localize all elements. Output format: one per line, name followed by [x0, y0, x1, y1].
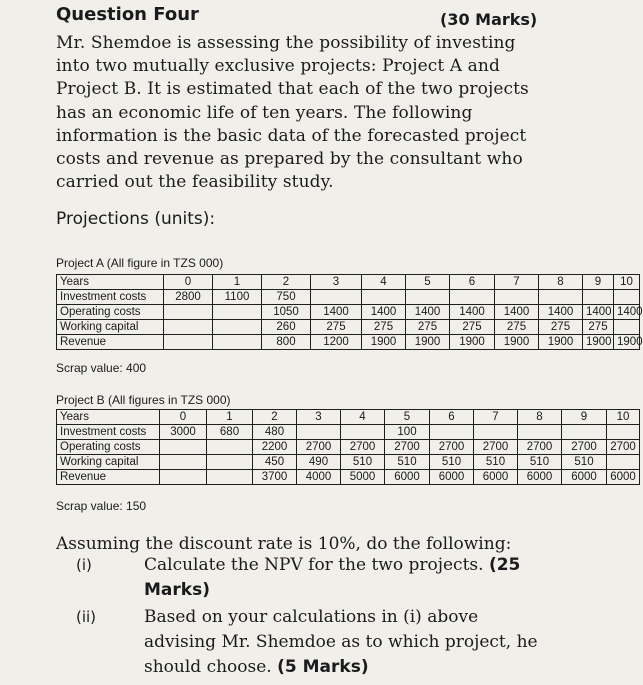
task-line: [144, 553, 574, 578]
row-label: Revenue: [57, 470, 160, 485]
table-cell: [311, 290, 362, 305]
question-header: [56, 4, 576, 28]
table-cell: [583, 290, 614, 305]
table-row: [57, 470, 640, 485]
intro-line: carried out the feasibility study.: [56, 172, 334, 193]
row-label: Years: [57, 275, 164, 290]
table-cell: 1400: [614, 305, 640, 320]
intro-line: Project B. It is estimated that each of the two projects: [56, 79, 529, 100]
table-row: [57, 305, 640, 320]
table-cell: [207, 455, 253, 470]
table-cell: [213, 320, 262, 335]
table-cell: [297, 425, 341, 440]
task-number: (i): [76, 556, 92, 574]
table-cell: 2700: [430, 440, 474, 455]
table-cell: 2700: [607, 440, 640, 455]
table-row: [57, 335, 640, 350]
table-cell: [518, 425, 562, 440]
task-text: [144, 553, 574, 603]
table-cell: 275: [495, 320, 539, 335]
table-cell: 4000: [297, 470, 341, 485]
table-cell: [164, 305, 213, 320]
table-cell: 10: [607, 410, 640, 425]
projections-heading: Projections (units):: [56, 209, 216, 229]
table-cell: [614, 320, 640, 335]
table-cell: 7: [474, 410, 518, 425]
table-cell: 750: [262, 290, 311, 305]
table-cell: 275: [583, 320, 614, 335]
table-cell: 510: [474, 455, 518, 470]
task-line: Based on your calculations in (i) above: [144, 607, 479, 627]
table-cell: 2700: [385, 440, 430, 455]
intro-line: information is the basic data of the forecasted project: [56, 125, 527, 146]
table-cell: 2700: [518, 440, 562, 455]
row-label: Investment costs: [57, 425, 160, 440]
table-cell: [207, 440, 253, 455]
table-cell: [160, 440, 207, 455]
table-cell: [474, 425, 518, 440]
table-cell: 2800: [164, 290, 213, 305]
table-cell: 1400: [583, 305, 614, 320]
question-marks: (30 Marks): [440, 10, 538, 29]
table-cell: 275: [539, 320, 583, 335]
table-cell: 3700: [253, 470, 297, 485]
table-cell: 2: [262, 275, 311, 290]
table-cell: 2200: [253, 440, 297, 455]
table-cell: 275: [362, 320, 406, 335]
table-cell: [562, 425, 607, 440]
table-cell: 9: [583, 275, 614, 290]
table-cell: 2700: [341, 440, 385, 455]
project-a-table: [56, 274, 643, 350]
task-marks: (5 Marks): [277, 657, 369, 677]
table-row: [57, 455, 640, 470]
project-a-scrap-value: Scrap value: 400: [56, 361, 147, 375]
table-cell: [160, 470, 207, 485]
table-cell: 275: [450, 320, 495, 335]
row-label: Operating costs: [57, 305, 164, 320]
table-cell: [607, 425, 640, 440]
table-cell: 1400: [406, 305, 450, 320]
project-b-table: [56, 409, 640, 485]
task-line-text: Calculate the NPV for the two projects.: [144, 555, 484, 575]
table-cell: [341, 425, 385, 440]
table-cell: [450, 290, 495, 305]
intro-line: Mr. Shemdoe is assessing the possibility of investing: [56, 33, 516, 53]
table-cell: 6000: [562, 470, 607, 485]
table-cell: [160, 455, 207, 470]
table-cell: 0: [160, 410, 207, 425]
table-cell: 1400: [539, 305, 583, 320]
task-marks: Marks): [144, 580, 210, 600]
project-a-title: Project A (All figure in TZS 000): [56, 256, 224, 270]
table-cell: 3: [311, 275, 362, 290]
table-cell: 6000: [474, 470, 518, 485]
table-cell: 680: [207, 425, 253, 440]
table-cell: 1400: [495, 305, 539, 320]
table-cell: 5: [385, 410, 430, 425]
table-cell: 260: [262, 320, 311, 335]
table-cell: 275: [311, 320, 362, 335]
intro-line: has an economic life of ten years. The following: [56, 102, 473, 123]
table-cell: [495, 290, 539, 305]
table-cell: [164, 320, 213, 335]
table-cell: 6: [450, 275, 495, 290]
table-cell: 1: [213, 275, 262, 290]
project-b-scrap-value: Scrap value: 150: [56, 499, 147, 513]
table-cell: 3: [297, 410, 341, 425]
table-cell: 1400: [450, 305, 495, 320]
table-cell: 450: [253, 455, 297, 470]
task-item-ii: [56, 605, 576, 683]
table-cell: 2: [253, 410, 297, 425]
table-cell: 1050: [262, 305, 311, 320]
table-cell: 8: [518, 410, 562, 425]
table-cell: [607, 455, 640, 470]
task-text: [144, 605, 574, 680]
table-cell: 1: [207, 410, 253, 425]
question-title: Question Four: [56, 4, 199, 25]
table-cell: 1900: [362, 335, 406, 350]
table-cell: 1900: [583, 335, 614, 350]
row-label: Working capital: [57, 455, 160, 470]
table-cell: [213, 335, 262, 350]
task-item-i: [56, 553, 576, 603]
task-marks: (25: [488, 555, 521, 575]
row-label: Working capital: [57, 320, 164, 335]
intro-line: costs and revenue as prepared by the consultant who: [56, 149, 523, 170]
table-cell: 1100: [213, 290, 262, 305]
table-cell: 510: [341, 455, 385, 470]
table-cell: 100: [385, 425, 430, 440]
table-cell: 6: [430, 410, 474, 425]
table-cell: 6000: [518, 470, 562, 485]
table-cell: 275: [406, 320, 450, 335]
table-row: [57, 275, 640, 290]
table-row: [57, 320, 640, 335]
table-cell: 800: [262, 335, 311, 350]
table-cell: [362, 290, 406, 305]
project-b-title: Project B (All figures in TZS 000): [56, 393, 231, 407]
task-line: advising Mr. Shemdoe as to which project, he: [144, 632, 538, 652]
table-row: [57, 440, 640, 455]
table-cell: 0: [164, 275, 213, 290]
table-cell: 1900: [450, 335, 495, 350]
table-cell: [614, 290, 640, 305]
table-cell: 1400: [362, 305, 406, 320]
table-cell: [164, 335, 213, 350]
task-line-text: should choose.: [144, 657, 272, 677]
table-cell: 490: [297, 455, 341, 470]
row-label: Years: [57, 410, 160, 425]
table-cell: [430, 425, 474, 440]
table-cell: 3000: [160, 425, 207, 440]
table-cell: [539, 290, 583, 305]
table-cell: 5: [406, 275, 450, 290]
table-cell: 480: [253, 425, 297, 440]
table-cell: 6000: [430, 470, 474, 485]
table-cell: 2700: [474, 440, 518, 455]
task-number: (ii): [76, 608, 97, 626]
table-cell: 7: [495, 275, 539, 290]
table-cell: 6000: [385, 470, 430, 485]
table-cell: 1400: [311, 305, 362, 320]
row-label: Revenue: [57, 335, 164, 350]
row-label: Operating costs: [57, 440, 160, 455]
table-cell: 1900: [539, 335, 583, 350]
table-cell: 510: [518, 455, 562, 470]
table-cell: 2700: [562, 440, 607, 455]
table-row: [57, 425, 640, 440]
table-cell: 10: [614, 275, 640, 290]
task-line: [144, 578, 574, 603]
table-cell: [207, 470, 253, 485]
table-cell: 1200: [311, 335, 362, 350]
table-cell: 1900: [495, 335, 539, 350]
row-label: Investment costs: [57, 290, 164, 305]
table-cell: [213, 305, 262, 320]
table-cell: 510: [385, 455, 430, 470]
table-cell: 6000: [607, 470, 640, 485]
table-cell: 1900: [406, 335, 450, 350]
table-cell: 8: [539, 275, 583, 290]
table-cell: 2700: [297, 440, 341, 455]
intro-line: into two mutually exclusive projects: Project A and: [56, 56, 500, 77]
table-cell: 510: [562, 455, 607, 470]
table-cell: 5000: [341, 470, 385, 485]
table-cell: 1900: [614, 335, 640, 350]
table-row: [57, 290, 640, 305]
question-intro: [56, 32, 576, 194]
table-cell: 9: [562, 410, 607, 425]
table-cell: [406, 290, 450, 305]
table-row: [57, 410, 640, 425]
table-cell: 4: [341, 410, 385, 425]
table-cell: 510: [430, 455, 474, 470]
assumption-text: Assuming the discount rate is 10%, do the following:: [56, 534, 512, 554]
table-cell: 4: [362, 275, 406, 290]
task-line: [144, 655, 574, 680]
